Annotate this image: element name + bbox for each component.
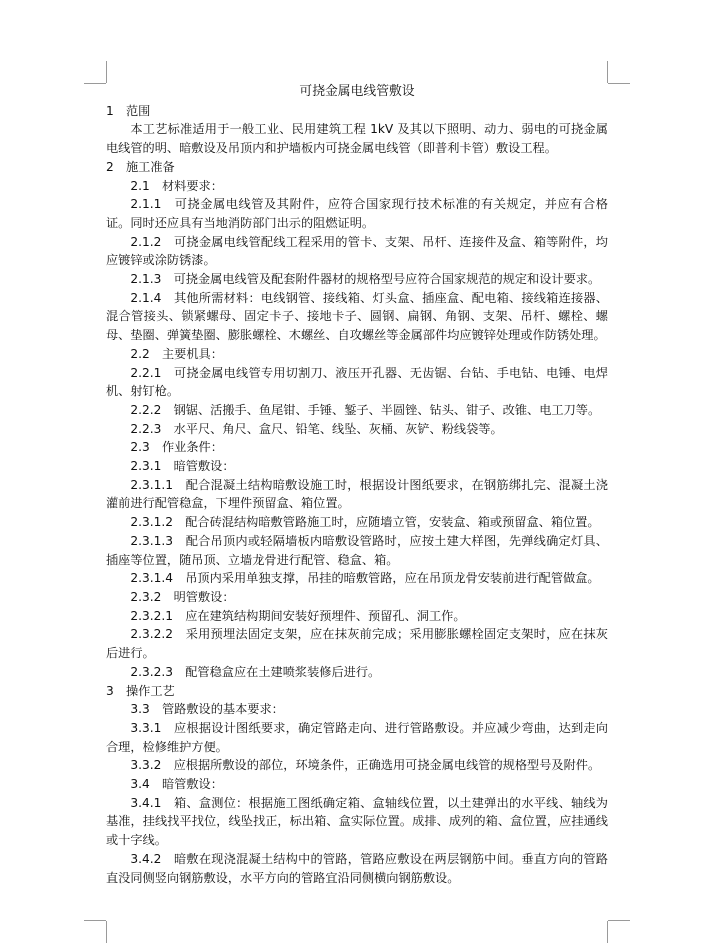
paragraph: 2.2.2 钢锯、活搬手、鱼尾钳、手锤、錾子、半圆锉、钻头、钳子、改锥、电工刀等。 <box>130 402 601 417</box>
paragraph: 2.1.2 可挠金属电线管配线工程采用的管卡、支架、吊杆、连接件及盒、箱等附件，均应镀锌或涂防锈漆。 <box>106 234 608 268</box>
paragraph: 3.4.2 暗敷在现浇混凝土结构中的管路，管路应敷设在两层钢筋中间。垂直方向的管路直没同侧竖向钢筋敷设，水平方向的管路宜沿同侧横向钢筋敷设。 <box>106 851 608 885</box>
document-title: 可挠金属电线管敷设 <box>299 84 415 99</box>
paragraph: 3.4.1 箱、盒测位：根据施工图纸确定箱、盒轴线位置，以土建弹出的水平线、轴线为基准，挂线找平找位，线坠找正，标出箱、盒实际位置。成排、成列的箱、盒位置，应挂通线或十字线。 <box>106 795 608 848</box>
paragraph: 3.3 管路敷设的基本要求： <box>130 702 284 717</box>
paragraph: 3.3.1 应根据设计图纸要求，确定管路走向、进行管路敷设。并应减少弯曲，达到走向合理，检修维护方便。 <box>106 720 608 754</box>
paragraph: 2.3.2.2 采用预埋法固定支架，应在抹灰前完成；采用膨胀螺栓固定支架时，应在抹灰后进行。 <box>106 627 608 661</box>
crop-mark-bottom-right-h <box>608 920 630 921</box>
paragraph: 2.3.2.3 配管稳盒应在土建喷浆装修后进行。 <box>130 664 381 679</box>
paragraph: 2.1.4 其他所需材料：电线钢管、接线箱、灯头盒、插座盒、配电箱、接线箱连接器、混合管接头、锁紧螺母、固定卡子、接地卡子、圆钢、扁钢、角钢、支架、吊杆、螺栓、螺母、垫圈、弹簧垫圈、膨胀螺栓、木螺丝、自攻螺丝等金属部件均应镀锌处理或作防锈处理。 <box>106 290 608 343</box>
crop-mark-top-left-v <box>106 61 107 83</box>
crop-mark-top-right-v <box>607 61 608 83</box>
paragraph: 3.3.2 应根据所敷设的部位，环境条件，正确选用可挠金属电线管的规格型号及附件。 <box>130 758 601 773</box>
crop-mark-bottom-left-v <box>106 921 107 943</box>
crop-mark-top-left-h <box>84 83 106 84</box>
crop-mark-bottom-left-h <box>84 920 106 921</box>
paragraph: 2.2.3 水平尺、角尺、盒尺、铅笔、线坠、灰桶、灰铲、粉线袋等。 <box>130 421 503 436</box>
paragraph: 2.1.1 可挠金属电线管及其附件，应符合国家现行技术标准的有关规定，并应有合格证。同时还应具有当地消防部门出示的阻燃证明。 <box>106 197 608 230</box>
paragraph: 2.2.1 可挠金属电线管专用切割刀、液压开孔器、无齿锯、台钻、手电钻、电锤、电焊机、射钉枪。 <box>106 365 608 399</box>
crop-mark-bottom-right-v <box>607 921 608 943</box>
section-heading: 2 施工准备 <box>106 159 175 174</box>
paragraph: 2.3.2.1 应在建筑结构期间安装好预埋件、预留孔、洞工作。 <box>130 608 466 623</box>
section-heading: 3 操作工艺 <box>106 683 175 698</box>
paragraph: 2.3.1.2 配合砖混结构暗敷管路施工时，应随墙立管，安装盒、箱或预留盒、箱位置。 <box>130 515 600 530</box>
paragraph: 3.4 暗管敷设： <box>130 777 223 792</box>
paragraph: 2.3.1.1 配合混凝土结构暗敷设施工时，根据设计图纸要求，在钢筋绑扎完、混凝土浇灌前进行配管稳盒，下埋件预留盒、箱位置。 <box>106 477 608 511</box>
paragraph: 2.1 材料要求： <box>130 178 223 193</box>
paragraph: 2.3.1 暗管敷设： <box>130 459 235 474</box>
paragraph: 2.3 作业条件： <box>130 440 223 455</box>
section-heading: 1 范围 <box>106 103 151 118</box>
document-body <box>106 83 608 887</box>
paragraph: 2.3.1.4 吊顶内采用单独支撑，吊挂的暗敷管路，应在吊顶龙骨安装前进行配管做盒。 <box>130 571 600 586</box>
paragraph: 2.2 主要机具： <box>130 346 223 361</box>
paragraph: 本工艺标准适用于一般工业、民用建筑工程 1kV 及其以下照明、动力、弱电的可挠金属电线管的明、暗敷设及吊顶内和护墙板内可挠金属电线管（即普利卡管）敷设工程。 <box>106 122 608 156</box>
paragraph: 2.3.2 明管敷设： <box>130 589 235 604</box>
paragraph: 2.1.3 可挠金属电线管及配套附件器材的规格型号应符合国家规范的规定和设计要求。 <box>130 272 601 287</box>
crop-mark-top-right-h <box>608 83 630 84</box>
paragraph: 2.3.1.3 配合吊顶内或轻隔墙板内暗敷设管路时，应按土建大样图，先弹线确定灯具、插座等位置，随吊顶、立墙龙骨进行配管、稳盒、箱。 <box>106 533 608 567</box>
paragraph-list <box>106 102 608 888</box>
